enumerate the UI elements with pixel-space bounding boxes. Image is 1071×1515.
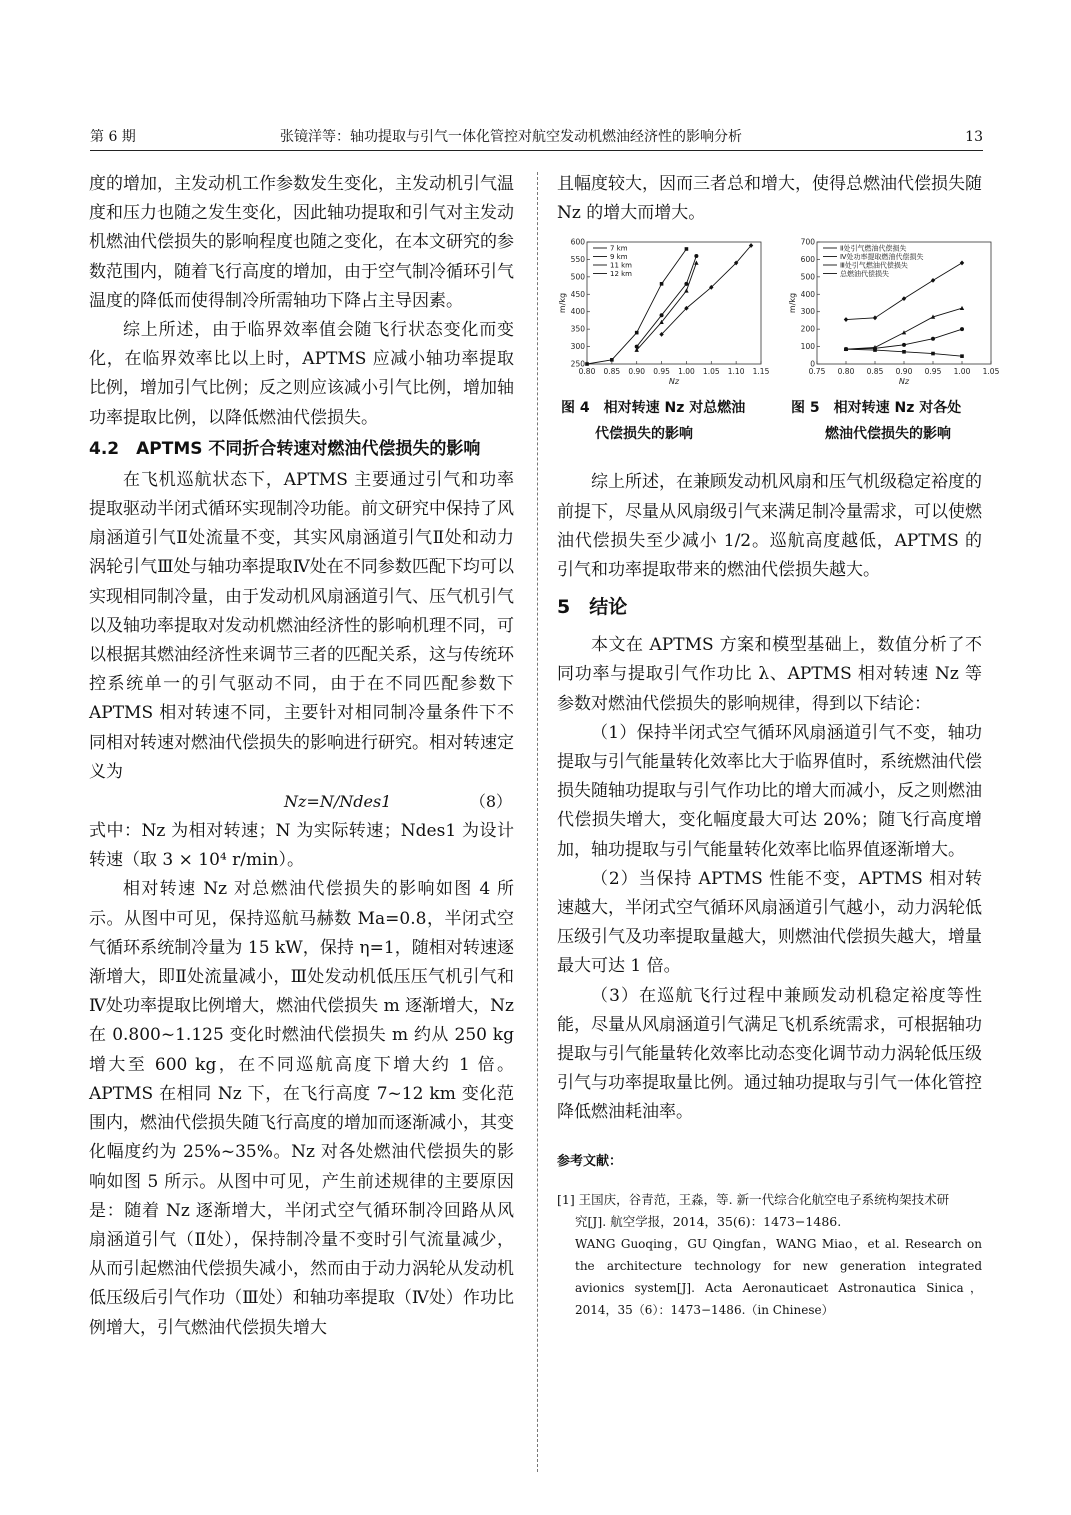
paragraph: （2）当保持 APTMS 性能不变，APTMS 相对转速越大，半闭式空气循环风扇涵道引气越小，动力涡轮低压级引气及功率提取量越大，则燃油代偿损失越大，增量最大可达 1 倍。: [557, 868, 982, 977]
y-tick-label: 100: [800, 342, 815, 352]
left-column: [89, 170, 514, 1343]
y-tick-label: 500: [570, 272, 585, 282]
y-tick-label: 200: [800, 325, 815, 335]
figure-4-caption-line1: 图 4 相对转速 Nz 对总燃油: [561, 400, 746, 417]
equation-8: [89, 787, 514, 817]
paragraph: 度的增加，主发动机工作参数发生变化，主发动机引气温度和压力也随之发生变化，因此轴功提取和引气对主发动机燃油代偿损失的影响程度也随之变化，在本文研究的参数范围内，随着飞行高度的增加，由于空气制冷循环引气温度的降低而使得制冷所需轴功下降占主导因素。: [89, 174, 514, 311]
section-heading-5: 5 结论: [557, 596, 628, 619]
figure-5: [787, 236, 999, 447]
data-point: [902, 331, 906, 335]
data-point: [960, 306, 964, 310]
data-point: [685, 248, 689, 252]
y-tick-label: 350: [570, 325, 585, 335]
legend-label: 12 km: [610, 270, 633, 279]
series-line: [662, 246, 751, 335]
data-point: [902, 343, 906, 347]
y-tick-label: 0: [810, 359, 815, 369]
figure-5-caption-line2: 燃油代偿损失的影响: [825, 426, 951, 443]
y-tick-label: 300: [800, 307, 815, 317]
x-tick-label: 0.80: [578, 367, 596, 377]
equation-body: Nz=N/Ndes1: [284, 792, 392, 812]
y-tick-label: 400: [800, 290, 815, 300]
legend-label: 7 km: [610, 244, 628, 253]
issue-number: 第 6 期: [90, 129, 136, 145]
data-point: [931, 337, 935, 341]
y-tick-label: 450: [570, 290, 585, 300]
x-axis-label: Nz: [668, 377, 680, 387]
figure-4-caption-line2: 代偿损失的影响: [595, 426, 693, 443]
y-axis-label: m/kg: [558, 293, 567, 314]
x-tick-label: 0.90: [628, 367, 646, 377]
references-heading: 参考文献：: [557, 1153, 623, 1169]
y-tick-label: 500: [800, 272, 815, 282]
paragraph: （3）在巡航飞行过程中兼顾发动机稳定裕度等性能，尽量从风扇涵道引气满足飞机系统需求，可根据轴功提取与引气能量转化效率比动态变化调节动力涡轮低压级引气与功率提取量比例。通过轴功提取与引气一体化管控降低燃油耗油率。: [557, 985, 982, 1123]
equation-number: （8）: [469, 792, 512, 812]
section-heading-4-2: 4.2 APTMS 不同折合转速对燃油代偿损失的影响: [89, 438, 481, 459]
x-axis-label: Nz: [898, 377, 910, 387]
reference-1-en: WANG Guoqing，GU Qingfan，WANG Miao，et al. Research on the architecture technology for new generation integrated avionics system[J]. Acta Aeronauticaet Astronautica Sinica，2014，35（6）：1473−1486.（in Chinese）: [575, 1236, 982, 1317]
figures-row: [557, 236, 999, 468]
running-header: [90, 124, 983, 151]
paragraph: 式中：Nz 为相对转速；N 为实际转速；Ndes1 为设计转速（取 3 × 10⁴ r/min）。: [89, 821, 514, 871]
legend-label: Ⅲ处引气燃油代偿损失: [840, 261, 908, 270]
x-tick-label: 0.95: [653, 367, 670, 377]
x-tick-label: 1.15: [752, 367, 769, 377]
data-point: [635, 331, 639, 335]
x-tick-label: 0.75: [808, 367, 826, 377]
data-point: [873, 316, 877, 321]
data-point: [684, 289, 688, 293]
paragraph: （1）保持半闭式空气循环风扇涵道引气不变，轴功提取与引气能量转化效率比大于临界值时，系统燃油代偿损失随轴功提取与引气作功比的增大而减小，反之则燃油代偿损失增大，变化幅度最大可达 20%；随飞行高度增加，轴功提取与引气能量转化效率比临界值逐渐增大。: [557, 722, 982, 860]
data-point: [610, 358, 614, 362]
data-point: [844, 318, 848, 323]
legend-label: 9 km: [610, 253, 628, 262]
data-point: [902, 297, 906, 302]
reference-1: [557, 1189, 982, 1321]
data-point: [684, 282, 688, 286]
y-tick-label: 600: [800, 255, 815, 265]
figure-4-caption: [557, 395, 769, 447]
data-point: [931, 278, 935, 283]
paragraph: 综上所述，在兼顾发动机风扇和压气机级稳定裕度的前提下，尽量从风扇级引气来满足制冷量需求，可以使燃油代偿损失至少减小 1/2。巡航高度越低，APTMS 的引气和功率提取带来的燃油代偿损失越大。: [557, 472, 982, 581]
figure-5-caption-line1: 图 5 相对转速 Nz 对各处: [791, 400, 962, 417]
paragraph: 在飞机巡航状态下，APTMS 主要通过引气和功率提取驱动半闭式循环实现制冷功能。前文研究中保持了风扇涵道引气Ⅱ处流量不变，其实风扇涵道引气Ⅱ处和动力涡轮引气Ⅲ处与轴功率提取Ⅳ处在不同参数匹配下均可以实现相同制冷量，由于发动机风扇涵道引气、压气机引气以及轴功率提取对发动机燃油经济性的影响机理不同，可以根据其燃油经济性来调节三者的匹配关系，这与传统环控系统单一的引气驱动不同，由于在不同匹配参数下 APTMS 相对转速不同，主要针对相同制冷量条件下不同相对转速对燃油代偿损失的影响进行研究。相对转速定义为: [89, 469, 514, 782]
paragraph: 相对转速 Nz 对总燃油代偿损失的影响如图 4 所示。从图中可见，保持巡航马赫数 Ma=0.8，半闭式空气循环系统制冷量为 15 kW，保持 η=1，随相对转速逐渐增大，即Ⅱ处流量减小，Ⅲ处发动机低压压气机引气和Ⅳ处功率提取比例增大，燃油代偿损失 m 逐渐增大，Nz 在 0.800~1.125 变化时燃油代偿损失 m 约从 250 kg 增大至 600 kg，在不同巡航高度下增大约 1 倍。APTMS 在相同 Nz 下，在飞行高度 7~12 km 变化范围内，燃油代偿损失随飞行高度的增加而逐渐减小，其变化幅度约为 25%~35%。Nz 对各处燃油代偿损失的影响如图 5 所示。从图中可见，产生前述规律的主要原因是：随着 Nz 逐渐增大，半闭式空气循环制冷回路从风扇涵道引气（Ⅱ处），保持制冷量不变时引气流量减少，从而引起燃油代偿损失减小，然而由于动力涡轮从发动机低压级后引气作功（Ⅲ处）和轴功率提取（Ⅳ处）作功比例增大，引气燃油代偿损失增大: [89, 879, 514, 1338]
y-tick-label: 400: [570, 307, 585, 317]
figure-4-chart: [557, 236, 769, 391]
x-tick-label: 1.05: [702, 367, 720, 377]
data-point: [960, 261, 964, 266]
legend-label: 11 km: [610, 261, 633, 270]
data-point: [960, 355, 964, 359]
legend-label: Ⅳ处功率提取燃油代偿损失: [840, 253, 924, 262]
reference-1-cn-line1: [1] 王国庆，谷青范，王淼，等. 新一代综合化航空电子系统构架技术研: [557, 1191, 950, 1207]
x-tick-label: 0.90: [895, 367, 913, 377]
x-tick-label: 1.10: [727, 367, 745, 377]
legend-label: 总燃油代偿损失: [840, 270, 889, 279]
reference-1-cn-line2: 究[J]. 航空学报，2014，35(6)：1473−1486.: [575, 1213, 842, 1229]
x-tick-label: 0.80: [837, 367, 855, 377]
paragraph: 且幅度较大，因而三者总和增大，使得总燃油代偿损失随 Nz 的增大而增大。: [557, 174, 982, 224]
series-line: [637, 263, 697, 350]
data-point: [931, 352, 935, 356]
page-number: 13: [965, 129, 983, 145]
y-tick-label: 300: [570, 342, 585, 352]
running-title: 张镜洋等：轴功提取与引气一体化管控对航空发动机燃油经济性的影响分析: [280, 129, 742, 145]
right-column: [557, 170, 999, 1321]
x-tick-label: 0.85: [866, 367, 884, 377]
paragraph: 综上所述，由于临界效率值会随飞行状态变化而变化，在临界效率比以上时，APTMS 应减小轴功率提取比例，增加引气比例；反之则应该减小引气比例，增加轴功率提取比例，以降低燃油代偿损失。: [89, 320, 514, 428]
figure-4: [557, 236, 769, 447]
y-tick-label: 600: [570, 237, 585, 247]
data-point: [902, 350, 906, 354]
series-line: [637, 256, 697, 347]
x-tick-label: 1.05: [982, 367, 999, 377]
data-point: [960, 328, 964, 332]
column-divider: [537, 172, 538, 1472]
data-point: [585, 363, 589, 367]
legend-label: Ⅱ处引气燃油代偿损失: [840, 244, 907, 253]
data-point: [660, 314, 664, 318]
paragraph: 本文在 APTMS 方案和模型基础上，数值分析了不同功率与提取引气作功比 λ、APTMS 相对转速 Nz 等参数对燃油代偿损失的影响规律，得到以下结论：: [557, 635, 982, 714]
y-tick-label: 700: [800, 237, 815, 247]
data-point: [660, 282, 664, 286]
figure-5-chart: [787, 236, 999, 391]
y-tick-label: 250: [570, 359, 585, 369]
x-tick-label: 0.85: [603, 367, 621, 377]
y-axis-label: m/kg: [788, 293, 797, 314]
x-tick-label: 1.00: [678, 367, 695, 377]
y-tick-label: 550: [570, 255, 585, 265]
x-tick-label: 0.95: [924, 367, 942, 377]
data-point: [694, 254, 698, 258]
x-tick-label: 1.00: [953, 367, 971, 377]
figure-5-caption: [787, 395, 999, 447]
